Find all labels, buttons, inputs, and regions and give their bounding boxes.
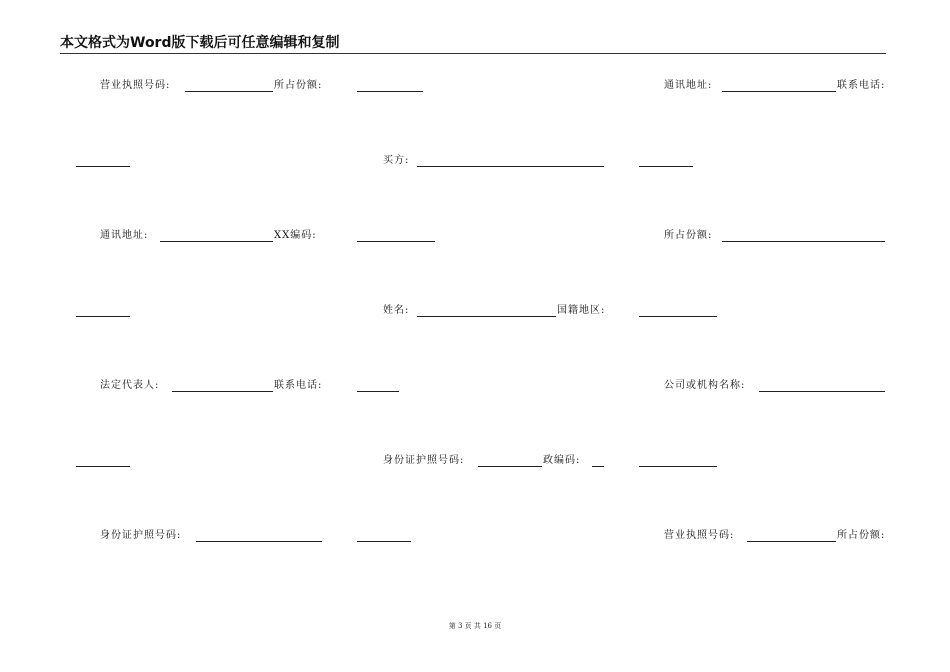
address-label: 通讯地址: bbox=[100, 230, 149, 241]
business-license-blank[interactable] bbox=[185, 91, 273, 92]
postal-code-blank[interactable] bbox=[357, 241, 435, 242]
share-ratio-blank[interactable] bbox=[357, 91, 423, 92]
page-number: 第 3 页 共 16 页 bbox=[448, 622, 502, 630]
row6-left-blank[interactable] bbox=[76, 466, 130, 467]
address-blank[interactable] bbox=[722, 91, 836, 92]
id-passport-label: 身份证护照号码: bbox=[100, 530, 182, 541]
business-license-label: 营业执照号码: bbox=[664, 530, 735, 541]
business-license-blank[interactable] bbox=[747, 541, 836, 542]
phone-blank[interactable] bbox=[76, 166, 130, 167]
phone-label: 联系电话: bbox=[837, 80, 886, 91]
legal-representative-blank[interactable] bbox=[172, 391, 273, 392]
share-ratio-blank[interactable] bbox=[722, 241, 885, 242]
name-label: 姓名: bbox=[383, 305, 410, 316]
company-name-label: 公司或机构名称: bbox=[664, 380, 746, 391]
row2-right-blank[interactable] bbox=[639, 166, 693, 167]
row7-middle-blank[interactable] bbox=[357, 541, 411, 542]
phone-blank[interactable] bbox=[357, 391, 399, 392]
nationality-blank[interactable] bbox=[639, 316, 717, 317]
phone-label: 联系电话: bbox=[274, 380, 323, 391]
header-divider bbox=[60, 53, 886, 54]
postal-code-label: XX编码: bbox=[274, 230, 317, 241]
nationality-label: 国籍地区: bbox=[557, 305, 606, 316]
row4-left-blank[interactable] bbox=[76, 316, 130, 317]
buyer-blank[interactable] bbox=[417, 166, 604, 167]
document-header-title: 本文格式为Word版下载后可任意编辑和复制 bbox=[60, 35, 340, 51]
share-ratio-label: 所占份额: bbox=[837, 530, 886, 541]
postal-code-blank[interactable] bbox=[592, 466, 604, 467]
business-license-label: 营业执照号码: bbox=[100, 80, 171, 91]
legal-representative-label: 法定代表人: bbox=[100, 380, 160, 391]
share-ratio-label: 所占份额: bbox=[664, 230, 713, 241]
address-label: 通讯地址: bbox=[664, 80, 713, 91]
name-blank[interactable] bbox=[417, 316, 556, 317]
id-passport-blank[interactable] bbox=[196, 541, 322, 542]
share-ratio-label: 所占份额: bbox=[274, 80, 323, 91]
id-passport-blank[interactable] bbox=[478, 466, 542, 467]
row6-right-blank[interactable] bbox=[639, 466, 717, 467]
address-blank[interactable] bbox=[160, 241, 273, 242]
buyer-label: 买方: bbox=[383, 155, 410, 166]
company-name-blank[interactable] bbox=[759, 391, 885, 392]
postal-code-label: 政编码: bbox=[543, 455, 581, 466]
id-passport-label: 身份证护照号码: bbox=[383, 455, 465, 466]
